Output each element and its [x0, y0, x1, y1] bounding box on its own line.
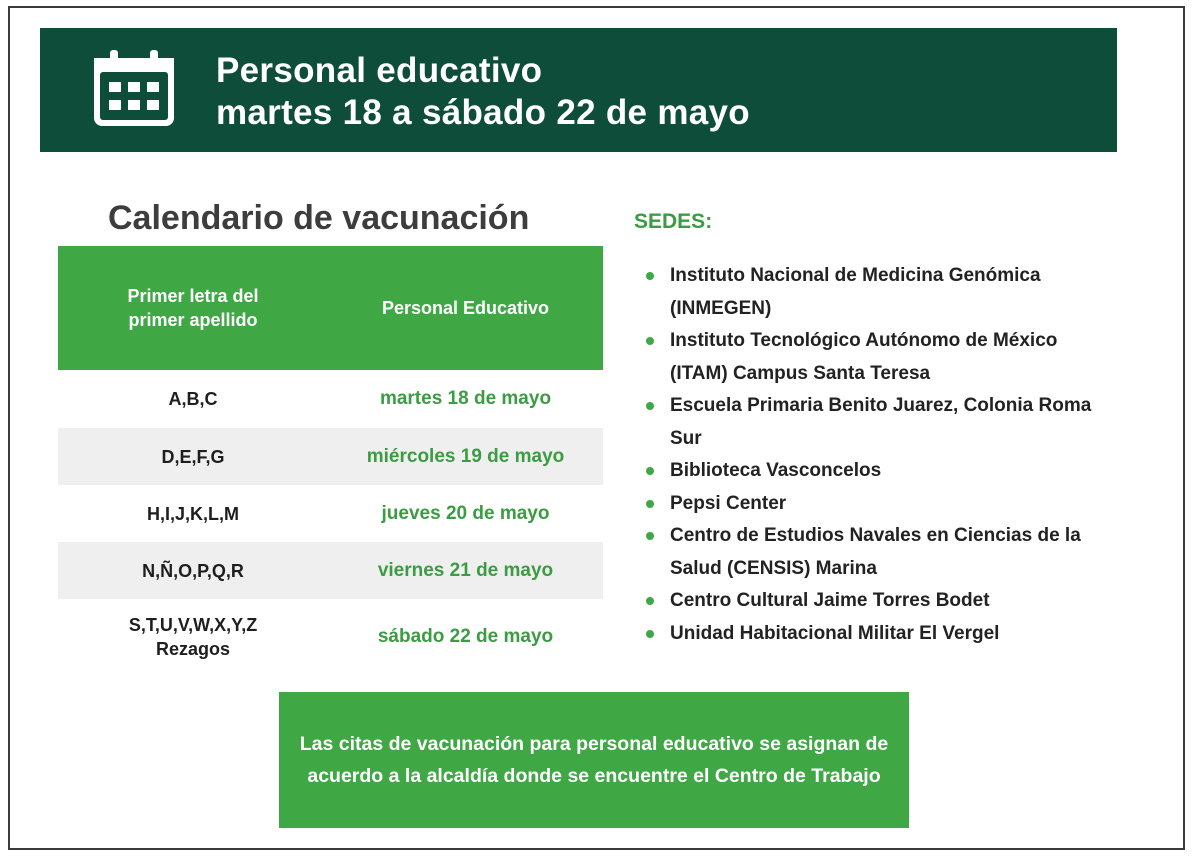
- bullet-icon: [646, 630, 654, 638]
- column-header-letter: [58, 284, 328, 332]
- list-item: [646, 618, 1116, 651]
- sedes-list: [646, 260, 1116, 650]
- table-header: [58, 246, 603, 370]
- column-header-letter-line1: Primer letra del: [127, 286, 259, 306]
- row-date: viernes 21 de mayo: [377, 559, 554, 581]
- row-letters: N,Ñ,O,P,Q,R: [142, 560, 244, 581]
- list-item: [646, 325, 1116, 390]
- row-date: jueves 20 de mayo: [381, 502, 550, 524]
- appointment-note: [279, 692, 909, 828]
- bullet-icon: [646, 467, 654, 475]
- list-item: [646, 390, 1116, 455]
- header-title: [216, 50, 750, 134]
- header-title-line1: Personal educativo: [216, 51, 543, 90]
- bullet-icon: [646, 500, 654, 508]
- table-row: [58, 599, 603, 675]
- row-letters: D,E,F,G: [161, 446, 225, 467]
- bullet-icon: [646, 337, 654, 345]
- sede-name: Instituto Tecnológico Autónomo de México (ITAM) Campus Santa Teresa: [670, 330, 1058, 384]
- list-item: [646, 455, 1116, 488]
- table-row: [58, 485, 603, 542]
- column-header-letter-line2: primer apellido: [128, 310, 258, 330]
- row-letters: A,B,C: [168, 389, 218, 409]
- row-date: sábado 22 de mayo: [377, 626, 554, 647]
- row-letters-line1: S,T,U,V,W,X,Y,Z: [128, 615, 258, 635]
- header-title-line2: martes 18 a sábado 22 de mayo: [216, 93, 750, 132]
- list-item: [646, 520, 1116, 585]
- header-banner: [40, 28, 1117, 152]
- appointment-note-text: Las citas de vacunación para personal educativo se asignan de acuerdo a la alcaldía donde se encuentre el Centro de Trabajo: [299, 733, 889, 787]
- bullet-icon: [646, 532, 654, 540]
- table-row: [58, 542, 603, 599]
- column-header-date: Personal Educativo: [381, 298, 550, 318]
- sede-name: Centro de Estudios Navales en Ciencias de la Salud (CENSIS) Marina: [670, 525, 1081, 579]
- sede-name: Escuela Primaria Benito Juarez, Colonia Roma Sur: [670, 395, 1092, 449]
- sede-name: Biblioteca Vasconcelos: [670, 460, 882, 481]
- row-date: miércoles 19 de mayo: [366, 445, 565, 467]
- list-item: [646, 260, 1116, 325]
- sedes-title: SEDES:: [634, 210, 713, 233]
- bullet-icon: [646, 272, 654, 280]
- sede-name: Instituto Nacional de Medicina Genómica (INMEGEN): [670, 265, 1041, 319]
- row-letters-line2: Rezagos: [155, 639, 231, 659]
- table-row: [58, 428, 603, 485]
- row-date: martes 18 de mayo: [379, 388, 552, 409]
- row-letters: H,I,J,K,L,M: [146, 503, 239, 524]
- calendar-title: Calendario de vacunación: [108, 199, 530, 237]
- calendar-icon: [92, 48, 176, 128]
- list-item: [646, 488, 1116, 521]
- row-letters: [58, 613, 328, 661]
- bullet-icon: [646, 402, 654, 410]
- list-item: [646, 585, 1116, 618]
- sede-name: Unidad Habitacional Militar El Vergel: [670, 622, 1000, 644]
- table-row: [58, 370, 603, 428]
- bullet-icon: [646, 597, 654, 605]
- sede-name: Pepsi Center: [670, 492, 787, 514]
- schedule-table: [58, 246, 603, 675]
- sede-name: Centro Cultural Jaime Torres Bodet: [670, 590, 990, 611]
